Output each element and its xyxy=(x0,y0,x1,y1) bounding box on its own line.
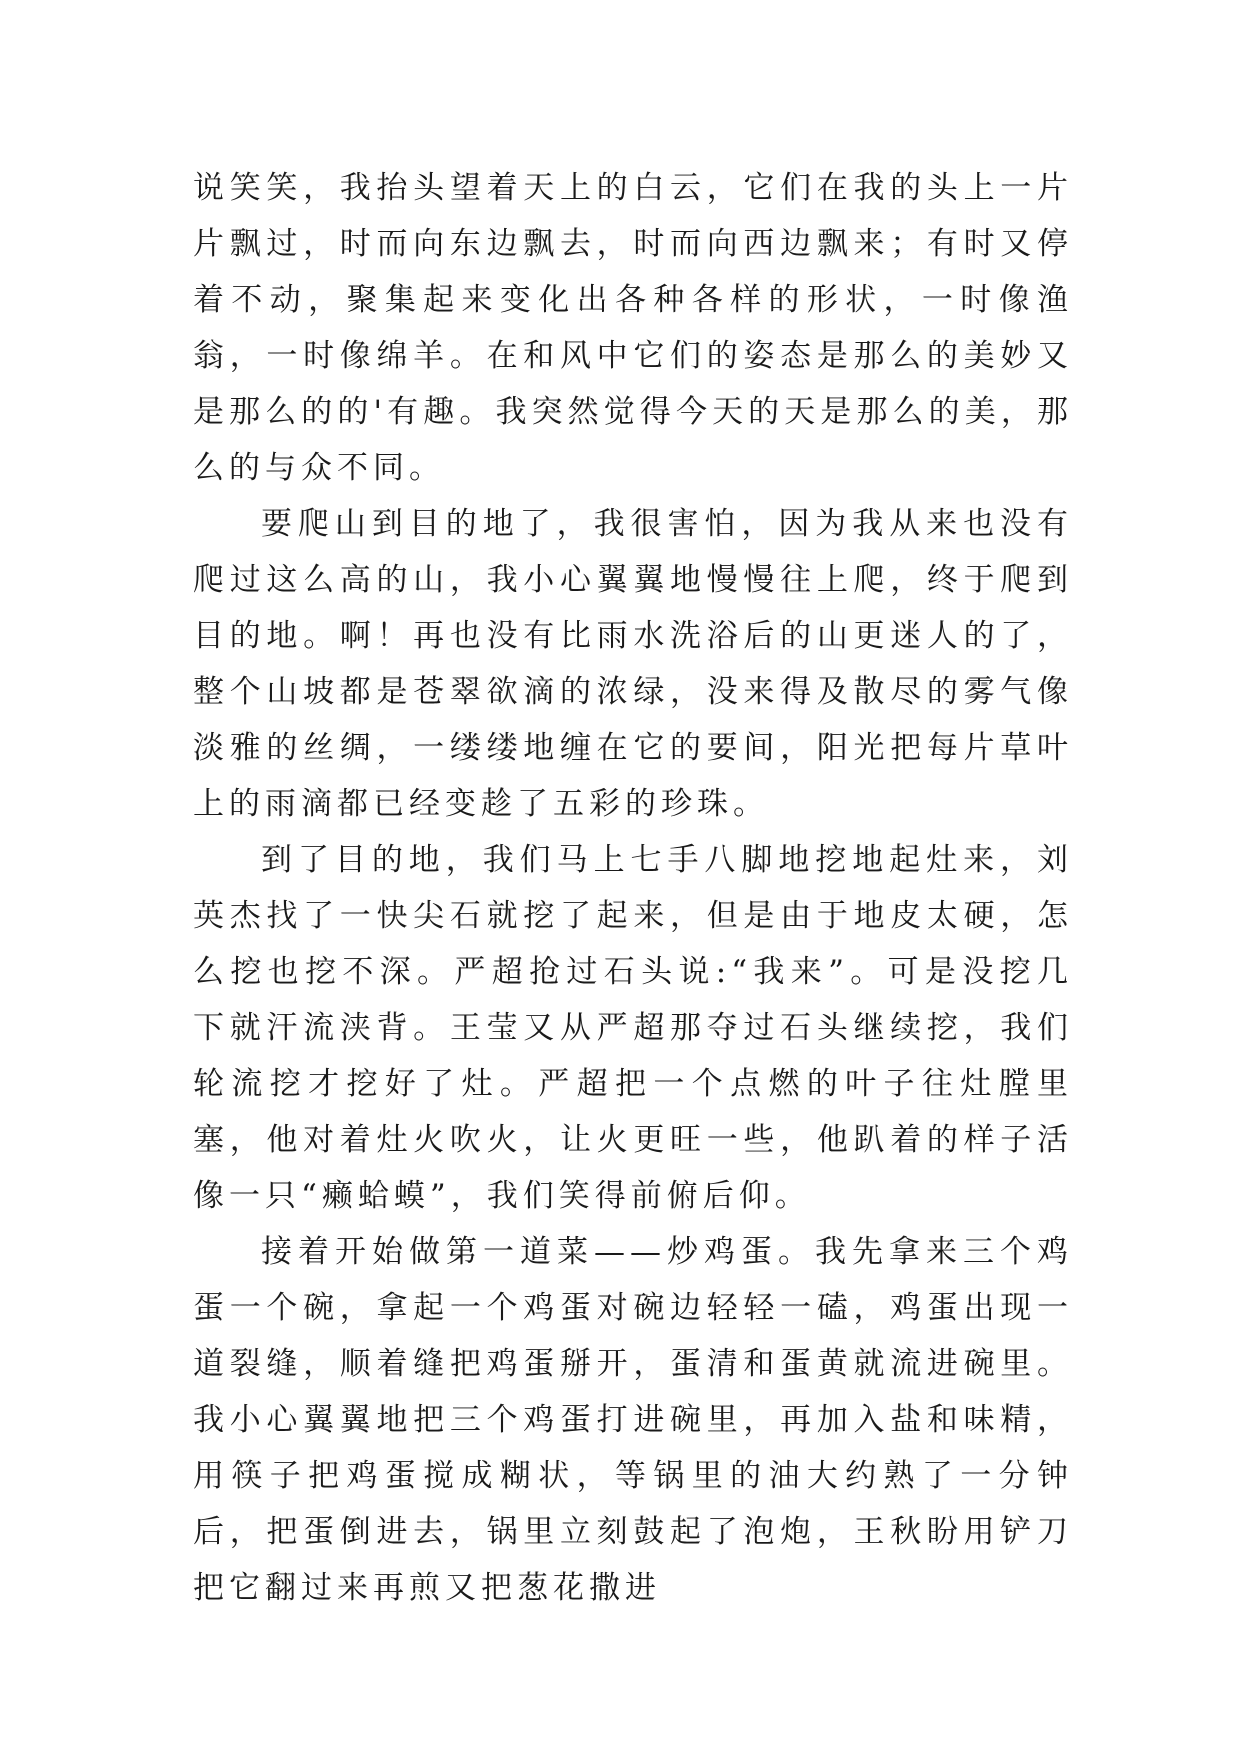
document-body xyxy=(193,160,1073,1616)
paragraph-2: 要爬山到目的地了，我很害怕，因为我从来也没有爬过这么高的山，我小心翼翼地慢慢往上爬，终于爬到目的地。啊！再也没有比雨水洗浴后的山更迷人的了，整个山坡都是苍翠欲滴的浓绿，没来得及散尽的雾气像淡雅的丝绸，一缕缕地缠在它的要间，阳光把每片草叶上的雨滴都已经变趁了五彩的珍珠。 xyxy=(193,506,1073,822)
paragraph-4: 接着开始做第一道菜——炒鸡蛋。我先拿来三个鸡蛋一个碗，拿起一个鸡蛋对碗边轻轻一磕，鸡蛋出现一道裂缝，顺着缝把鸡蛋掰开，蛋清和蛋黄就流进碗里。我小心翼翼地把三个鸡蛋打进碗里，再加入盐和味精，用筷子把鸡蛋搅成糊状，等锅里的油大约熟了一分钟后，把蛋倒进去，锅里立刻鼓起了泡炮，王秋盼用铲刀把它翻过来再煎又把葱花撒进 xyxy=(193,1234,1073,1606)
paragraph-3: 到了目的地，我们马上七手八脚地挖地起灶来，刘英杰找了一快尖石就挖了起来，但是由于地皮太硬，怎么挖也挖不深。严超抢过石头说:“我来”。可是没挖几下就汗流浃背。王莹又从严超那夺过石头继续挖，我们轮流挖才挖好了灶。严超把一个点燃的叶子往灶膛里塞，他对着灶火吹火，让火更旺一些，他趴着的样子活像一只“癞蛤蟆”，我们笑得前俯后仰。 xyxy=(193,842,1073,1214)
paragraph-1: 说笑笑，我抬头望着天上的白云，它们在我的头上一片片飘过，时而向东边飘去，时而向西边飘来；有时又停着不动，聚集起来变化出各种各样的形状，一时像渔翁，一时像绵羊。在和风中它们的姿态是那么的美妙又是那么的的'有趣。我突然觉得今天的天是那么的美，那么的与众不同。 xyxy=(193,170,1073,486)
